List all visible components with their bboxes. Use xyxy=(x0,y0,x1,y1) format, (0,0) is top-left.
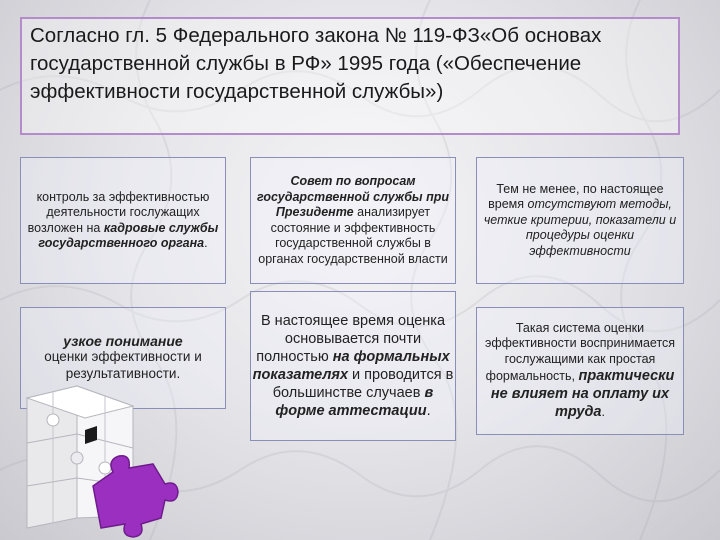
cell-text: оценки эффективности и результативности. xyxy=(44,349,202,381)
cell-text: контроль за эффективностью деятельности гослужащих возложен на xyxy=(27,189,210,235)
cell-text-end: . xyxy=(204,236,208,250)
cell-emphasis: узкое понимание xyxy=(63,332,183,349)
cell-text: анализирует состояние и эффективность государственной службы в органах государственной власти xyxy=(258,205,448,266)
cell-text-end: . xyxy=(426,403,431,419)
cell-emphasis: Совет по вопросам государственной службы при Президенте xyxy=(257,174,449,219)
cell-emphasis: отсутствуют методы, четкие критерии, показатели и процедуры оценки эффективности xyxy=(483,197,677,258)
cell-emphasis: на формальных показателях xyxy=(252,349,450,383)
cell-emphasis-2: в форме аттестации xyxy=(275,385,434,419)
cell-no-methods xyxy=(476,157,684,284)
cell-text-end: . xyxy=(601,405,605,420)
cell-text: Такая система оценки эффективности воспринимается гослужащими как простая формальность, xyxy=(484,320,676,384)
cell-formal-indicators xyxy=(250,291,456,441)
puzzle-pieces-illustration xyxy=(15,368,180,538)
page-title: Согласно гл. 5 Федерального закона № 119-ФЗ«Об основах государственной службы в РФ» 1995 года («Обеспечение эффективности государственной службы») xyxy=(30,24,602,103)
cell-text: Тем не менее, по настоящее время xyxy=(488,181,664,212)
cell-text-2: и проводится в большинстве случаев xyxy=(272,367,454,401)
cell-emphasis: кадровые службы государственного органа xyxy=(38,220,219,250)
cell-formality xyxy=(476,307,684,435)
cell-council xyxy=(250,157,456,284)
cell-control-cadre xyxy=(20,157,226,284)
cell-emphasis: практически не влияет на оплату их труда xyxy=(490,368,675,421)
cell-text: В настоящее время оценка основывается почти полностью xyxy=(256,313,446,365)
